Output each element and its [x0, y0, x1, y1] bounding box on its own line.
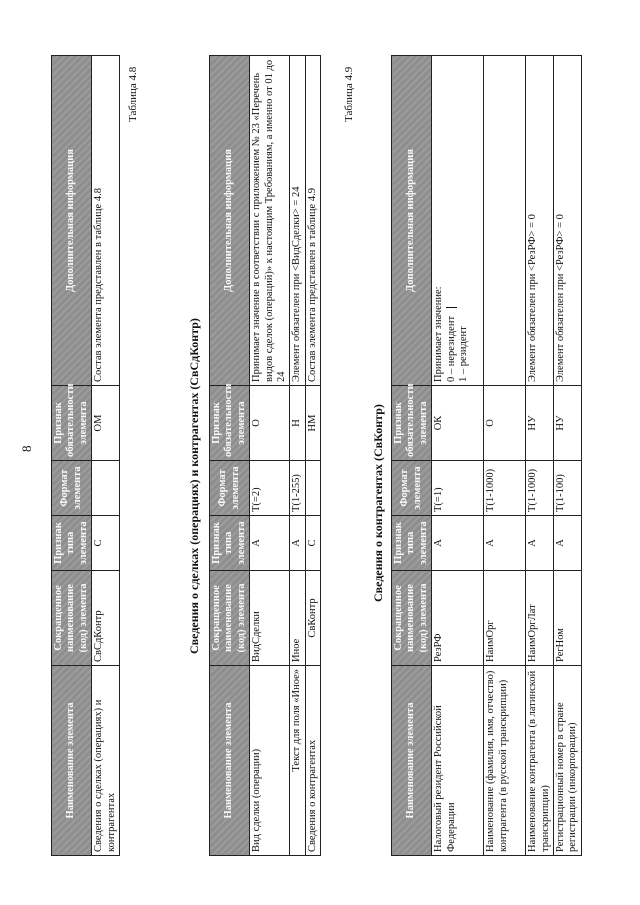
table-caption-4-8: Сведения о сделках (операциях) и контрагентах (СвСдКонтр)	[187, 318, 201, 654]
header-cell: Формат элемента	[392, 461, 432, 516]
cell	[92, 461, 120, 516]
cell: С	[92, 516, 120, 571]
header-cell: Признак типа элемента	[210, 516, 250, 571]
header-cell: Дополнительная информация	[52, 56, 92, 386]
header-cell: Признак типа элемента	[52, 516, 92, 571]
cell: ОК	[432, 386, 484, 461]
table-row	[290, 56, 305, 856]
cell: Налоговый резидент Российской Федерации	[432, 666, 484, 856]
cell: НаимОргЛат	[526, 571, 554, 666]
cell: ОМ	[92, 386, 120, 461]
cell: Наименование (фамилия, имя, отчество) контрагента (в русской транскрипции)	[484, 666, 526, 856]
cell: НУ	[526, 386, 554, 461]
table-header-row	[392, 56, 432, 856]
cell: Сведения о контрагентах	[305, 666, 320, 856]
cell: Иное	[290, 571, 305, 666]
cell: T(=1)	[432, 461, 484, 516]
table-row	[305, 56, 320, 856]
cell: НаимОрг	[484, 571, 526, 666]
cell: А	[526, 516, 554, 571]
cell: НУ	[553, 386, 581, 461]
cell: А	[432, 516, 484, 571]
table-row	[526, 56, 554, 856]
header-cell: Формат элемента	[52, 461, 92, 516]
cell: T(1-255)	[290, 461, 305, 516]
cell: Элемент обязателен при <РезРФ> = 0	[553, 56, 581, 386]
header-cell: Сокращенное наименование (код) элемента	[210, 571, 250, 666]
cell-line: Принимает значение:	[433, 286, 445, 382]
table-row	[484, 56, 526, 856]
cell: А	[250, 516, 290, 571]
table-row	[553, 56, 581, 856]
cell: Элемент обязателен при <РезРФ> = 0	[526, 56, 554, 386]
cell: А	[290, 516, 305, 571]
cell: О	[484, 386, 526, 461]
cell: Состав элемента представлен в таблице 4.8	[92, 56, 120, 386]
cell: НМ	[305, 386, 320, 461]
cell: Вид сделки (операции)	[250, 666, 290, 856]
cell: РезРФ	[432, 571, 484, 666]
cell: Регистрационный номер в стране регистрации (инкорпорации)	[553, 666, 581, 856]
cell: А	[484, 516, 526, 571]
table-4-7	[51, 55, 120, 856]
header-cell: Дополнительная информация	[210, 56, 250, 386]
cell	[484, 56, 526, 386]
text-cursor-icon	[446, 307, 457, 308]
cell: Принимает значение в соответствии с приложением № 23 «Перечень видов сделок (операций)» к настоящим Требованиям, а именно от 01 до 24	[250, 56, 290, 386]
cell: Наименование контрагента (в латинской транскрипции)	[526, 666, 554, 856]
table-label-4-9: Таблица 4.9	[343, 66, 355, 122]
cell: T(1-1000)	[526, 461, 554, 516]
table-4-8	[209, 55, 321, 856]
header-cell: Наименование элемента	[52, 666, 92, 856]
header-cell: Признак обязательности элемента	[210, 386, 250, 461]
header-cell: Признак типа элемента	[392, 516, 432, 571]
table-row	[432, 56, 484, 856]
cell: T(1-100)	[553, 461, 581, 516]
cell: А	[553, 516, 581, 571]
cell: СвКонтр	[305, 571, 320, 666]
cell: Элемент обязателен при <ВидСделки> = 24	[290, 56, 305, 386]
cell	[305, 461, 320, 516]
cell: С	[305, 516, 320, 571]
header-cell: Признак обязательности элемента	[52, 386, 92, 461]
cell-line: 1 – резидент	[457, 326, 469, 382]
cell: T(1-1000)	[484, 461, 526, 516]
header-cell: Формат элемента	[210, 461, 250, 516]
cell-line: 0 – нерезидент	[446, 59, 458, 382]
page-number: 8	[19, 445, 34, 452]
cell: Н	[290, 386, 305, 461]
table-row	[92, 56, 120, 856]
cell: Состав элемента представлен в таблице 4.9	[305, 56, 320, 386]
cell: О	[250, 386, 290, 461]
cell: T(=2)	[250, 461, 290, 516]
rotated-content	[15, 12, 625, 892]
cell: Сведения о сделках (операциях) и контрагентах	[92, 666, 120, 856]
header-cell: Дополнительная информация	[392, 56, 432, 386]
header-cell: Наименование элемента	[210, 666, 250, 856]
header-cell: Сокращенное наименование (код) элемента	[52, 571, 92, 666]
cell: ВидСделки	[250, 571, 290, 666]
cell: СвСдКонтр	[92, 571, 120, 666]
header-cell: Признак обязательности элемента	[392, 386, 432, 461]
cell: Текст для поля «Иное»	[290, 666, 305, 856]
cell	[432, 56, 484, 386]
cell: РегНом	[553, 571, 581, 666]
header-cell: Наименование элемента	[392, 666, 432, 856]
table-header-row	[52, 56, 92, 856]
table-4-9	[391, 55, 582, 856]
table-row	[250, 56, 290, 856]
header-cell: Сокращенное наименование (код) элемента	[392, 571, 432, 666]
table-label-4-8: Таблица 4.8	[127, 66, 139, 122]
table-caption-4-9: Сведения о контрагентах (СвКонтр)	[371, 404, 385, 602]
table-header-row	[210, 56, 250, 856]
